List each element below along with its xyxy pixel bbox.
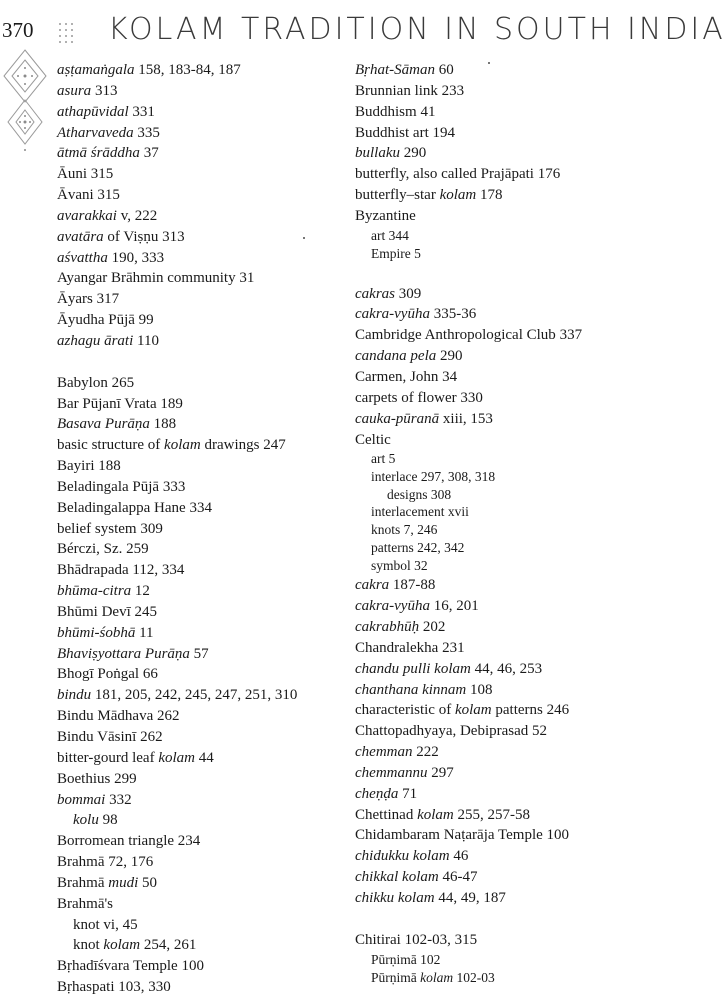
index-term: Boethius [57, 770, 111, 787]
page-references: 44, 49, 187 [434, 890, 506, 906]
index-term: Empire [371, 245, 411, 261]
page-references: 31 [235, 270, 255, 287]
page-references: 102-03, 315 [400, 931, 478, 948]
index-term-emphasis: kolam [454, 702, 492, 719]
page-references: 110 [133, 332, 159, 349]
page-references: 313 [91, 82, 118, 99]
index-term: Chattopadhyaya, Debiprasad [355, 723, 529, 740]
page-references: 194 [428, 124, 455, 141]
index-term: Bérczi, Sz. [57, 541, 123, 558]
page-references: 108 [466, 681, 493, 698]
index-term: bullaku [355, 145, 400, 162]
page-references: 332 [105, 791, 132, 808]
index-entry [57, 477, 322, 498]
index-term: patterns [371, 540, 414, 556]
index-term: butterfly–star [355, 187, 440, 204]
index-entry [355, 102, 600, 123]
page-references: 231 [438, 639, 465, 656]
page-references: 246 [542, 702, 570, 719]
page-references: 11 [135, 624, 154, 641]
index-term: art [371, 227, 386, 243]
page-references: 245 [130, 603, 157, 620]
index-entry [57, 185, 322, 206]
index-entry [355, 596, 600, 617]
index-term: Ayangar Brāhmin community [57, 270, 236, 287]
index-term: Āyudha Pūjā [57, 312, 135, 329]
index-term-emphasis: kolam [164, 437, 201, 454]
index-entry [57, 831, 322, 852]
page-references: 255, 257-58 [453, 806, 530, 823]
index-entry [355, 846, 600, 867]
index-entry [57, 769, 322, 790]
index-entry [355, 304, 600, 325]
section-gap [57, 352, 322, 373]
page-references: 50 [138, 874, 157, 891]
index-entry [57, 685, 322, 706]
page-references: 44, 46, 253 [470, 660, 543, 677]
index-entry [57, 581, 322, 602]
index-term: interlacement [371, 504, 445, 520]
index-term: bhūma-citra [57, 583, 132, 600]
page-references: 242, 342 [413, 540, 465, 556]
page-references: 5 [410, 245, 421, 261]
index-term: chikkal kolam [355, 869, 439, 886]
index-term: Bayiri [57, 458, 95, 475]
page-references: 57 [189, 645, 209, 662]
scan-mark [488, 62, 490, 64]
index-entry [355, 805, 600, 826]
index-term: designs [387, 487, 428, 503]
page-references: 247 [259, 437, 286, 454]
page-references: 46 [449, 848, 469, 865]
index-term: avatāra [57, 228, 104, 245]
index-term: Āyars [57, 291, 93, 308]
page-references: 12 [131, 583, 150, 600]
page-references: 262 [153, 708, 180, 725]
index-entry [57, 456, 322, 477]
index-term: Byzantine [355, 207, 416, 224]
index-entry [57, 310, 322, 331]
page-references: 330 [456, 389, 483, 406]
index-entry [57, 790, 322, 811]
page-references: 72, 176 [104, 854, 154, 871]
index-entry [355, 367, 600, 388]
index-entry [355, 503, 600, 521]
index-entry [57, 977, 322, 998]
index-entry [355, 81, 600, 102]
index-term: bitter-gourd leaf [57, 749, 159, 766]
section-gap [355, 263, 600, 284]
index-entry [355, 680, 600, 701]
index-term: Chidambaram Naṭarāja Temple [355, 827, 543, 844]
index-entry [57, 935, 322, 956]
page-references: 309 [136, 520, 163, 537]
index-entry [57, 748, 322, 769]
index-term: Babylon [57, 374, 108, 391]
index-term: characteristic of [355, 702, 455, 719]
index-entry [57, 289, 322, 310]
page-references: 337 [555, 327, 583, 344]
index-term: candana pela [355, 348, 437, 365]
index-entry [57, 206, 322, 227]
index-term: Bar Pūjanī Vrata [57, 395, 157, 412]
index-entry [57, 810, 322, 831]
index-entry [355, 951, 600, 969]
index-entry [57, 268, 322, 289]
page-references: 37 [139, 145, 159, 162]
index-term: belief system [57, 520, 137, 537]
index-entry [355, 969, 600, 987]
page-references: 16, 201 [429, 598, 479, 615]
page-references: 335 [133, 124, 160, 141]
index-term: cakra-vyūha [355, 598, 430, 615]
index-entry [57, 664, 322, 685]
page-references: 100 [542, 827, 570, 844]
index-entry [355, 825, 600, 846]
index-term: knots [371, 522, 401, 538]
section-gap [355, 909, 600, 930]
index-term: azhagu ārati [57, 332, 134, 349]
index-entry [57, 373, 322, 394]
index-term: aśvattha [57, 249, 108, 266]
page-references: 188 [94, 458, 121, 475]
index-entry [355, 123, 600, 144]
page-references: 102 [416, 951, 441, 967]
page-references: 299 [110, 770, 137, 787]
index-entry [355, 227, 600, 245]
index-entry [355, 888, 600, 909]
index-entry [355, 521, 600, 539]
index-term: kolu [73, 812, 99, 829]
index-term-emphasis: mudi [108, 874, 139, 891]
index-entry [355, 388, 600, 409]
page-references: xvii [444, 504, 469, 520]
index-entry [355, 450, 600, 468]
index-term: Bindu Vāsinī [57, 729, 137, 745]
index-term: Beladingala Pūjā [57, 478, 160, 495]
index-entry [355, 721, 600, 742]
page-references: xiii, 153 [439, 410, 493, 427]
page-references: 344 [385, 227, 409, 243]
index-entry [355, 325, 600, 346]
page-references: 158, 183-84, 187 [134, 62, 241, 78]
header-dot-pattern-icon [56, 20, 96, 44]
index-term: Chandralekha [355, 639, 439, 656]
index-term: chemman [355, 744, 413, 761]
index-term: chemmannu [355, 764, 428, 781]
index-term: knot [73, 937, 104, 954]
index-entry [57, 644, 322, 665]
index-term: avarakkai [57, 207, 117, 224]
index-term: Bhūmi Devī [57, 603, 131, 620]
page-references: 60 [435, 62, 454, 78]
page-references: 7, 246 [400, 522, 438, 538]
index-entry [57, 394, 322, 415]
index-entry [57, 956, 322, 977]
index-entry [355, 486, 600, 503]
index-term: Basava Purāṇa [57, 416, 150, 433]
index-term: Borromean triangle [57, 833, 175, 850]
index-term: Brahmā [57, 874, 109, 891]
index-term: cakra [355, 577, 390, 594]
page-references: 5 [385, 451, 396, 467]
index-term-emphasis: kolam [103, 937, 141, 954]
page-references: 188 [149, 416, 177, 433]
index-term: Brahmā's [57, 895, 114, 912]
index-term: knot [73, 916, 100, 933]
page-references: 254, 261 [140, 937, 197, 954]
index-entry [355, 346, 600, 367]
index-entry [57, 123, 322, 144]
index-entry [355, 575, 600, 596]
page-references: 98 [98, 812, 118, 829]
page-references: 233 [437, 82, 465, 99]
index-term-tail: drawings [200, 437, 260, 454]
page-references: 34 [438, 368, 458, 385]
kolam-ornament-icon [0, 46, 50, 156]
running-title: KOLAM TRADITION IN SOUTH INDIA [108, 12, 726, 47]
index-term: chanthana kinnam [355, 681, 467, 698]
index-term: chidukku kolam [355, 848, 450, 865]
page-references: 308 [427, 487, 452, 503]
index-entry [57, 81, 322, 102]
index-entry [355, 468, 600, 486]
index-term: art [371, 451, 386, 467]
index-entry [57, 102, 322, 123]
index-term: asura [57, 82, 92, 99]
index-term: Cambridge Anthropological Club [355, 327, 556, 344]
page-references: 265 [107, 374, 135, 391]
index-entry [57, 248, 322, 269]
page-references: 189 [156, 395, 183, 412]
page-references: 178 [476, 187, 503, 204]
index-term: Carmen, John [355, 368, 439, 385]
index-term: Buddhism [355, 103, 417, 120]
index-term: Brahmā [57, 854, 105, 871]
page-references: 333 [159, 478, 186, 495]
index-entry [57, 623, 322, 644]
page-references: v, 222 [116, 207, 158, 224]
index-entry [355, 430, 600, 451]
index-term: butterfly, also called Prajāpati [355, 166, 534, 183]
index-term: Buddhist art [355, 124, 429, 141]
index-entry [57, 852, 322, 873]
page-references: 71 [398, 785, 418, 802]
index-entry [57, 331, 322, 352]
index-term: cakrabhūḥ [355, 619, 420, 636]
page-references: 259 [122, 541, 149, 558]
page-references: 202 [419, 619, 446, 636]
page-references: 103, 330 [114, 979, 171, 996]
page-references: vi, 45 [99, 916, 138, 933]
index-entry [355, 164, 600, 185]
index-entry [57, 894, 322, 915]
index-entry [57, 560, 322, 581]
index-entry [57, 873, 322, 894]
page-references: 100 [177, 958, 204, 975]
page-references: 102-03 [453, 969, 495, 985]
index-entry [355, 638, 600, 659]
page-references: 315 [87, 166, 114, 183]
page-references: 41 [416, 103, 436, 120]
index-entry [355, 742, 600, 763]
page-references: 112, 334 [128, 562, 185, 579]
index-term: symbol [371, 558, 411, 574]
index-term: ātmā śrāddha [57, 145, 140, 162]
page-references: 44 [195, 749, 214, 766]
index-entry [355, 409, 600, 430]
index-entry [57, 706, 322, 727]
index-term: chikku kolam [355, 890, 435, 906]
index-entry [57, 227, 322, 248]
index-entry [57, 539, 322, 560]
index-term: Bhogī Poṅgal [57, 666, 140, 683]
page-references: 290 [400, 145, 427, 162]
index-term: Pūrṇimā [371, 951, 417, 967]
index-entry [355, 700, 600, 721]
index-term-emphasis: kolam [439, 187, 477, 204]
index-term: basic structure of [57, 437, 165, 454]
index-term: Celtic [355, 431, 391, 448]
page-references: 334 [185, 499, 212, 516]
index-entry [57, 435, 322, 456]
index-term: Āvani [57, 187, 94, 204]
index-term: bhūmi-śobhā [57, 624, 136, 641]
index-term: Chettinad [355, 806, 418, 823]
page-references: 32 [410, 558, 428, 574]
page-references: 46-47 [438, 869, 478, 886]
index-term: cakras [355, 285, 395, 302]
index-term: Āuni [57, 166, 87, 183]
page-references: 290 [436, 348, 463, 365]
index-entry [57, 414, 322, 435]
page-references: 317 [92, 291, 120, 308]
index-term: Bhādrapada [57, 562, 129, 579]
page-references: of Viṣṇu 313 [103, 228, 185, 245]
page-references: 335-36 [429, 306, 477, 323]
index-entry [57, 602, 322, 623]
index-entry [57, 60, 322, 81]
scan-mark [303, 237, 305, 239]
index-term-emphasis: kolam [420, 969, 454, 985]
index-entry [355, 617, 600, 638]
page-references: 315 [93, 187, 120, 204]
index-entry [355, 763, 600, 784]
index-term-emphasis: kolam [417, 806, 454, 823]
index-entry [355, 784, 600, 805]
page-references: 309 [395, 285, 422, 302]
index-entry [57, 164, 322, 185]
index-term-emphasis: kolam [158, 749, 195, 766]
index-term: bommai [57, 791, 106, 808]
index-entry [355, 245, 600, 263]
page-references: 331 [128, 103, 155, 120]
page-references: 66 [139, 666, 158, 683]
index-term: Bindu Mādhava [57, 708, 154, 725]
page-references: 99 [134, 312, 154, 329]
index-entry [355, 930, 600, 951]
index-entry [57, 727, 322, 748]
index-term: interlace [371, 469, 418, 485]
index-entry [57, 519, 322, 540]
index-entry [355, 143, 600, 164]
index-term: Bhaviṣyottara Purāṇa [57, 645, 190, 662]
page-references: 297 [427, 764, 454, 781]
index-term: aṣṭamaṅgala [57, 62, 135, 78]
index-term: Atharvaveda [57, 124, 134, 141]
index-entry [355, 185, 600, 206]
page-references: 176 [533, 166, 561, 183]
page-references: 234 [174, 833, 201, 850]
index-term: Brunnian link [355, 82, 438, 99]
index-term-tail: patterns [491, 702, 543, 719]
index-entry [355, 284, 600, 305]
index-term: cheṇḍa [355, 785, 399, 802]
index-column-right [355, 60, 600, 987]
index-term: Chitirai [355, 931, 401, 948]
page-references: 262 [136, 729, 163, 745]
index-term: cakra-vyūha [355, 306, 430, 323]
index-entry [355, 867, 600, 888]
index-term: chandu pulli kolam [355, 660, 471, 677]
page-references: 187-88 [389, 577, 436, 594]
index-term: Pūrṇimā [371, 969, 421, 985]
index-term: Beladingalappa Hane [57, 499, 186, 516]
page-references: 52 [528, 723, 548, 740]
page-number: 370 [2, 18, 34, 42]
index-entry [355, 659, 600, 680]
page-references: 297, 308, 318 [417, 469, 496, 485]
index-entry [57, 915, 322, 936]
page-references: 181, 205, 242, 245, 247, 251, 310 [91, 687, 298, 704]
index-entry [355, 539, 600, 557]
index-entry [355, 557, 600, 575]
index-term: Bṛhat-Sāman [355, 62, 435, 78]
index-entry [57, 498, 322, 519]
page-references: 190, 333 [107, 249, 165, 266]
index-term: athapūvidal [57, 103, 129, 120]
index-entry [355, 60, 600, 81]
index-term: Bṛhadīśvara Temple [57, 958, 178, 975]
index-term: cauka-pūranā [355, 410, 440, 427]
page-references: 222 [412, 744, 439, 761]
index-entry [57, 143, 322, 164]
index-column-left [57, 60, 322, 998]
index-term: bindu [57, 687, 92, 704]
index-term: carpets of flower [355, 389, 457, 406]
index-term: Bṛhaspati [57, 979, 115, 996]
index-entry [355, 206, 600, 227]
